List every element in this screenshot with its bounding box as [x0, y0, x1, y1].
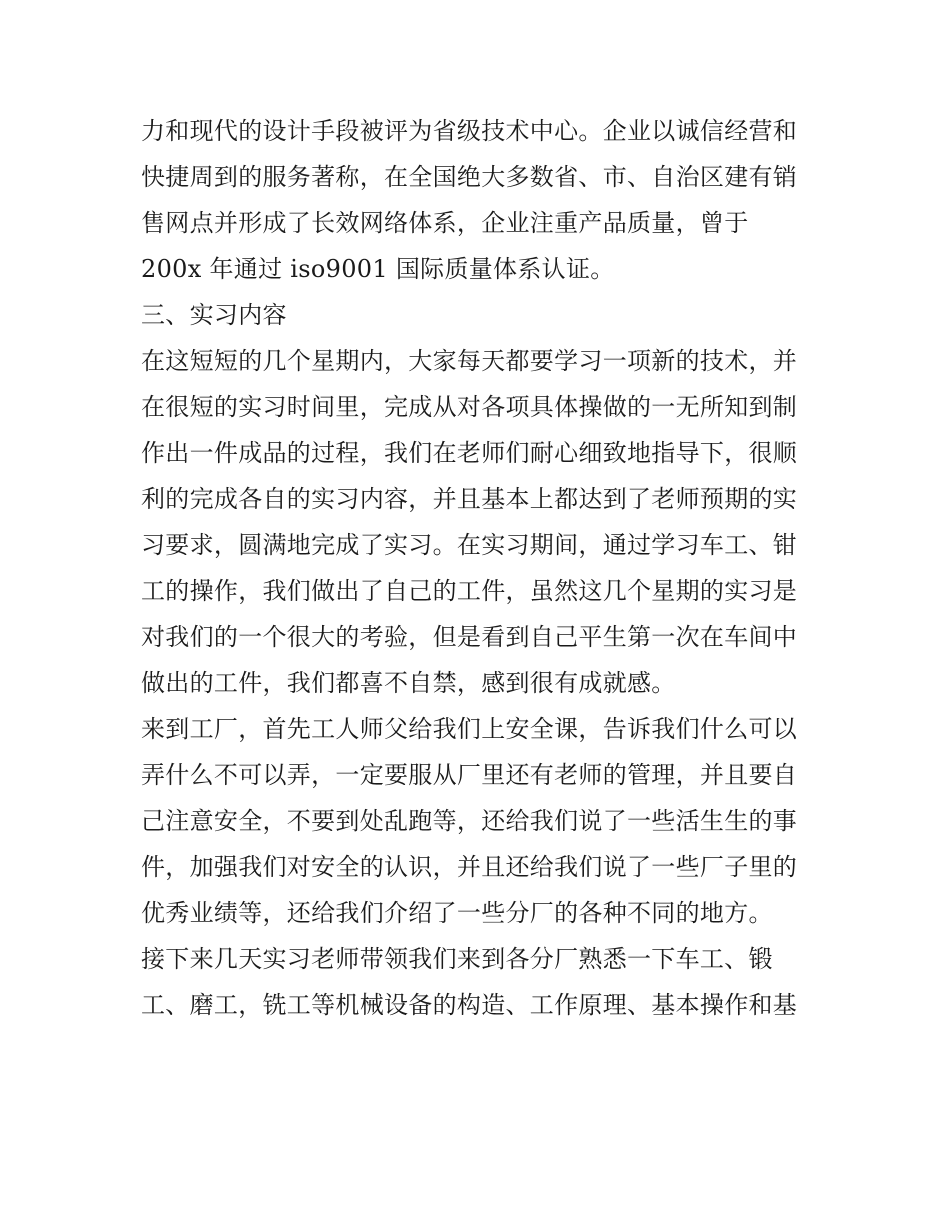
text-line: 接下来几天实习老师带领我们来到各分厂熟悉一下车工、锻 [141, 945, 773, 973]
text-line: 200x 年通过 iso9001 国际质量体系认证。 [141, 255, 615, 283]
section-heading: 三、实习内容 [141, 301, 287, 329]
text-line: 在很短的实习时间里，完成从对各项具体操做的一无所知到制 [141, 393, 798, 421]
text-line: 弄什么不可以弄，一定要服从厂里还有老师的管理，并且要自 [141, 761, 798, 789]
text-line: 己注意安全，不要到处乱跑等，还给我们说了一些活生生的事 [141, 807, 798, 835]
text-line: 优秀业绩等，还给我们介绍了一些分厂的各种不同的地方。 [141, 899, 773, 927]
document-body [141, 108, 821, 1028]
text-line: 工的操作，我们做出了自己的工件，虽然这几个星期的实习是 [141, 577, 798, 605]
text-line: 对我们的一个很大的考验，但是看到自己平生第一次在车间中 [141, 623, 798, 651]
text-line: 来到工厂，首先工人师父给我们上安全课，告诉我们什么可以 [141, 715, 798, 743]
text-line: 快捷周到的服务著称，在全国绝大多数省、市、自治区建有销 [141, 163, 798, 191]
text-line: 做出的工件，我们都喜不自禁，感到很有成就感。 [141, 669, 676, 697]
text-line: 利的完成各自的实习内容，并且基本上都达到了老师预期的实 [141, 485, 798, 513]
text-line: 习要求，圆满地完成了实习。在实习期间，通过学习车工、钳 [141, 531, 798, 559]
text-line: 售网点并形成了长效网络体系，企业注重产品质量，曾于 [141, 209, 749, 237]
text-line: 件，加强我们对安全的认识，并且还给我们说了一些厂子里的 [141, 853, 798, 881]
text-line: 工、磨工，铣工等机械设备的构造、工作原理、基本操作和基 [141, 991, 798, 1019]
text-line: 力和现代的设计手段被评为省级技术中心。企业以诚信经营和 [141, 117, 798, 145]
text-line: 在这短短的几个星期内，大家每天都要学习一项新的技术，并 [141, 347, 798, 375]
text-line: 作出一件成品的过程，我们在老师们耐心细致地指导下，很顺 [141, 439, 798, 467]
